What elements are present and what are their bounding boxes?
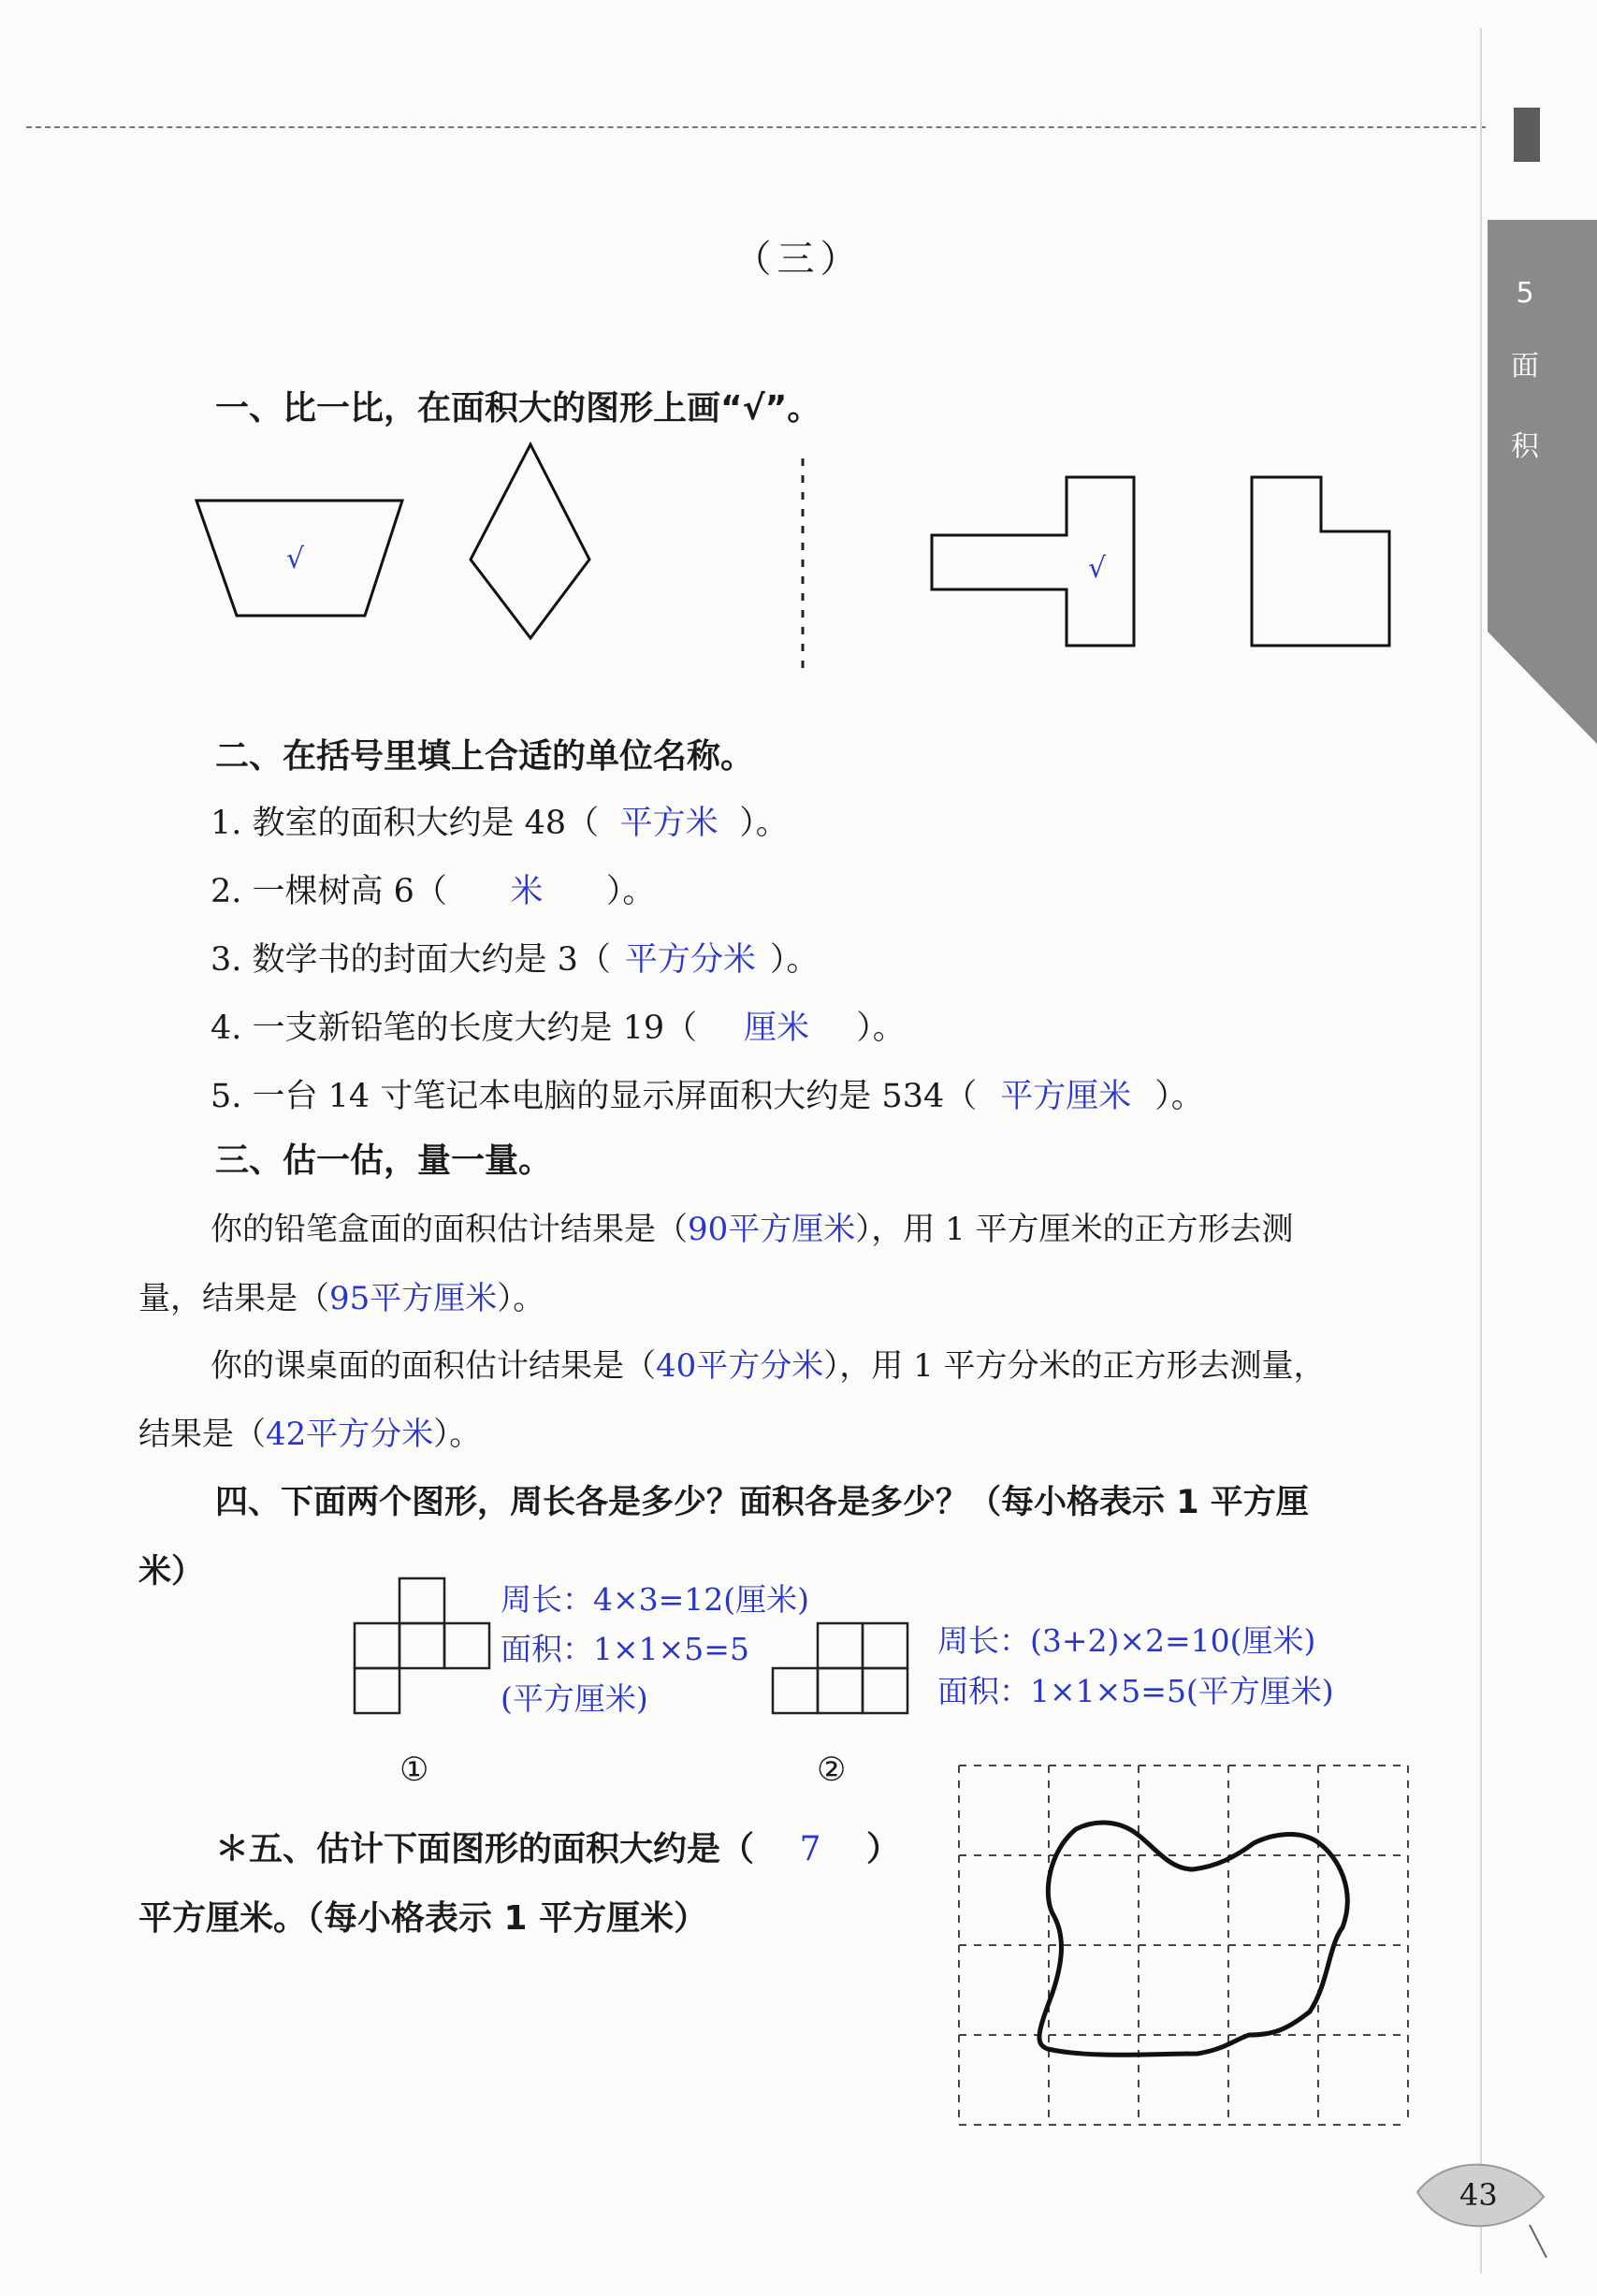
page-title: （三） [733, 238, 864, 281]
item-1-close: ）。 [739, 805, 789, 842]
fig1-area-unit: (平方厘米) [501, 1680, 648, 1717]
chapter-char-1: 面 [1511, 350, 1539, 383]
item-3-answer: 平方分米 [624, 941, 756, 979]
section4-heading: 四、下面两个图形，周长各是多少？面积各是多少？（每小格表示 1 平方厘 [215, 1484, 1309, 1521]
page-number: 43 [1459, 2177, 1498, 2213]
item-4-text: 4. 一支新铅笔的长度大约是 19（ [211, 1010, 698, 1047]
fig1-perimeter: 周长：4×3=12(厘米) [501, 1581, 810, 1618]
irregular-blob [1039, 1823, 1347, 2055]
pencilbox-estimate: 90平方厘米 [688, 1211, 856, 1248]
desk-text-a: 你的课桌面的面积估计结果是（ [211, 1347, 656, 1385]
section1-heading: 一、比一比，在面积大的图形上画“√”。 [215, 389, 821, 428]
item-1-text: 1. 教室的面积大约是 48（ [211, 805, 600, 842]
chapter-char-2: 积 [1511, 430, 1539, 463]
item-1-answer: 平方米 [619, 805, 719, 842]
desk-result: 42平方分米 [266, 1416, 434, 1453]
pencilbox-text-b: ），用 1 平方厘米的正方形去测 [855, 1211, 1294, 1248]
item-3-text: 3. 数学书的封面大约是 3（ [211, 941, 611, 979]
chapter-number: 5 [1516, 277, 1534, 310]
desk-text-d: ）。 [433, 1416, 482, 1453]
section5-answer: 7 [799, 1830, 821, 1868]
section4-heading-cont: 米） [138, 1553, 205, 1591]
fig2-perimeter: 周长：(3+2)×2=10(厘米) [937, 1622, 1316, 1659]
check-mark-t-shape: √ [1088, 552, 1107, 585]
item-3-close: ）。 [769, 941, 820, 979]
pencilbox-text-a: 你的铅笔盒面的面积估计结果是（ [211, 1211, 688, 1248]
fig2-label: ② [817, 1751, 847, 1789]
desk-text-b: ），用 1 平方分米的正方形去测量， [823, 1347, 1326, 1385]
item-4-close: ）。 [856, 1010, 906, 1047]
fig1-area: 面积：1×1×5=5 [501, 1631, 749, 1667]
section5-text-a: ＊五、估计下面图形的面积大约是（ [215, 1830, 755, 1868]
check-mark-trapezoid: √ [286, 543, 305, 575]
pencilbox-result: 95平方厘米 [329, 1280, 498, 1317]
section2-heading: 二、在括号里填上合适的单位名称。 [215, 737, 755, 776]
pencilbox-text-c: 量，结果是（ [138, 1280, 329, 1317]
item-2-close: ）。 [605, 873, 656, 910]
item-2-text: 2. 一棵树高 6（ [211, 873, 447, 910]
item-5-answer: 平方厘米 [1000, 1078, 1132, 1115]
desk-text-c: 结果是（ [138, 1416, 266, 1453]
item-2-answer: 米 [510, 873, 544, 910]
desk-estimate: 40平方分米 [656, 1347, 824, 1385]
item-5-text: 5. 一台 14 寸笔记本电脑的显示屏面积大约是 534（ [211, 1078, 978, 1115]
section3-heading: 三、估一估，量一量。 [215, 1141, 553, 1180]
item-4-answer: 厘米 [744, 1010, 810, 1047]
fig2-area: 面积：1×1×5=5(平方厘米) [937, 1673, 1334, 1709]
fig1-label: ① [399, 1751, 429, 1789]
section5-heading-cont: 平方厘米。（每小格表示 1 平方厘米） [138, 1899, 708, 1938]
item-5-close: ）。 [1154, 1078, 1204, 1115]
section5-text-b: ） [866, 1830, 901, 1868]
pencilbox-text-d: ）。 [497, 1280, 545, 1317]
